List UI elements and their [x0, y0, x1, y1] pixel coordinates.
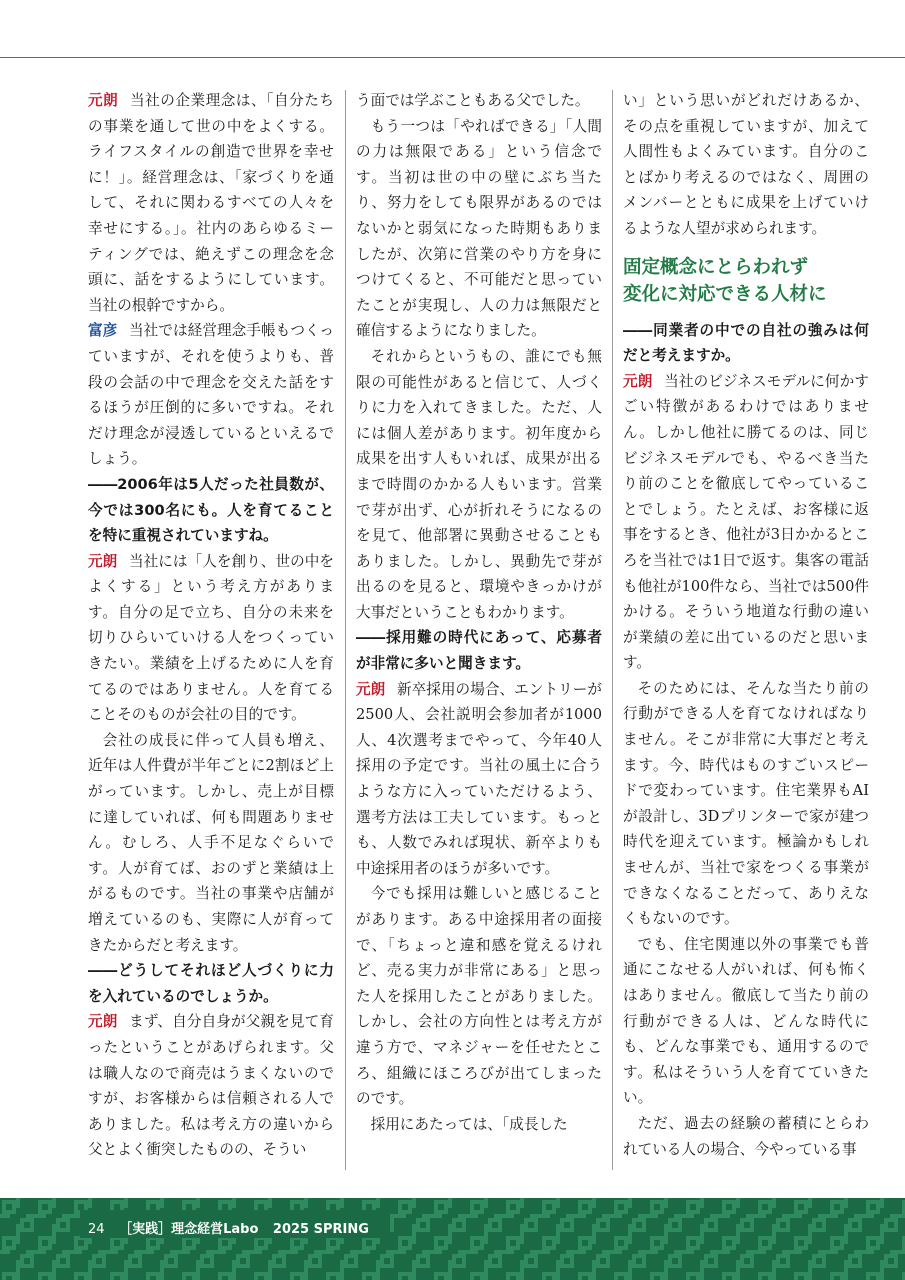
paragraph-text: 当社のビジネスモデルに何かすごい特徴があるわけではありません。しかし他社に勝てるのは、同じビジネスモデルでも、やるべき当たり前のことを徹底してやっていることでしょう。たとえば、お客様に返事をするとき、他社が3日かかるところを当社では1日で返す。集客の電話も他社が100件なら、当社では500件かける。そういう地道な行動の違いが業績の差に出ているのだと思います。 [623, 372, 869, 672]
speaker-label: 元朗 [356, 680, 386, 698]
column-divider [345, 90, 346, 1170]
paragraph: 今でも採用は難しいと感じることがあります。ある中途採用者の面接で、「ちょっと違和感を覚えるけれど、売る実力が非常にある」と思った人を採用したことがありました。しかし、会社の方向性とは考え方が違う方で、マネジャーを任せたところ、組織にほころびが出てしまったのです。 [356, 885, 602, 1108]
paragraph [88, 549, 334, 728]
paragraph [356, 677, 602, 882]
interview-question: ――同業者の中での自社の強みは何だと考えますか。 [623, 321, 869, 365]
paragraph: もう一つは「やればできる」「人間の力は無限である」という信念です。当初は世の中の壁にぶち当たり、努力をしても限界があるのではないかと弱気になった時期もありましたが、次第に営業のやり方を身につけてくると、不可能だと思っていたことが実現し、人の力は無限だと確信するようになりました。 [356, 117, 602, 340]
paragraph: でも、住宅関連以外の事業でも普通にこなせる人がいれば、何も怖くはありません。徹底して当たり前の行動ができる人は、どんな時代にも、どんな事業でも、通用するのです。私はそういう人を育てていきたい。 [623, 935, 869, 1107]
speaker-label: 元朗 [88, 1013, 118, 1031]
speaker-label: 元朗 [623, 372, 653, 390]
column-3 [623, 88, 869, 1162]
issue-label: 2025 SPRING [272, 1222, 369, 1237]
interview-question: ――採用難の時代にあって、応募者が非常に多いと聞きます。 [356, 629, 602, 673]
section-heading [623, 254, 869, 308]
section-heading-line-2: 変化に対応できる人材に [623, 283, 827, 305]
speaker-label: 元朗 [88, 92, 119, 109]
paragraph: それからというもの、誰にでも無限の可能性があると信じて、人づくりに力を入れてきました。ただ、人には個人差があります。初年度から成果を出す人もいれば、成果が出るまで時間のかかる人もいます。営業で芽が出ず、心が折れそうになるのを見て、他部署に異動させることもありました。しかし、異動先で芽が出るのを見ると、環境やきっかけが大事だということもわかります。 [356, 347, 602, 621]
footer-text [88, 1218, 379, 1237]
paragraph: ただ、過去の経験の蓄積にとらわれている人の場合、今やっている事 [623, 1114, 869, 1158]
paragraph-text: 当社の企業理念は、「自分たちの事業を通して世の中をよくする。ライフスタイルの創造で世界を幸せに！」。経営理念は、「家づくりを通して、それに関わるすべての人々を幸せにする。」。社内のあらゆるミーティングでは、絶えずこの理念を念頭に、話をするようにしています。当社の根幹ですから。 [88, 92, 334, 314]
speaker-label: 元朗 [88, 552, 118, 570]
paragraph-text: 新卒採用の場合、エントリーが2500人、会社説明会参加者が1000人、4次選考までやって、今年40人採用の予定です。当社の風土に合うような方に入っていただけるよう、選考方法は工夫しています。もっとも、人数でみれば現状、新卒よりも中途採用者のほうが多いです。 [356, 680, 602, 877]
paragraph: う面では学ぶこともある父でした。 [356, 92, 590, 109]
paragraph: 会社の成長に伴って人員も増え、近年は人件費が半年ごとに2割ほど上がっています。しかし、売上が目標に達していれば、何も問題ありません。むしろ、人手不足なぐらいです。人が育てば、おのずと業績は上がるものです。当社の事業や店舗が増えているのも、実際に人が育ってきたからだと考えます。 [88, 731, 334, 954]
paragraph-text: まず、自分自身が父親を見て育ったということがあげられます。父は職人なので商売はうまくないのですが、お客様からは信頼される人でありました。私は考え方の違いから父とよく衝突したものの、そうい [88, 1013, 334, 1159]
paragraph [88, 88, 334, 318]
paragraph-text: 当社には「人を創り、世の中をよくする」という考え方があります。自分の足で立ち、自分の未来を切りひらいていける人をつくっていきたい。業績を上げるために人を育てるのではありません。人を育てることそのものが会社の目的です。 [88, 552, 334, 724]
paragraph [623, 369, 869, 676]
magazine-name: ［実践］理念経営Labo [119, 1222, 259, 1237]
paragraph: い」という思いがどれだけあるか、その点を重視していますが、加えて人間性もよくみています。自分のことばかり考えるのではなく、周囲のメンバーとともに成果を上げていけるような人望が求められます。 [623, 92, 869, 237]
column-2 [356, 88, 602, 1137]
top-rule [0, 57, 905, 58]
paragraph-text: 当社では経営理念手帳もつくっていますが、それを使うよりも、普段の会話の中で理念を交えた話をするほうが圧倒的に多いですね。それだけ理念が浸透しているといえるでしょう。 [88, 322, 334, 468]
paragraph [88, 318, 334, 472]
paragraph: そのためには、そんな当たり前の行動ができる人を育てなければなりません。そこが非常に大事だと考えます。今、時代はものすごいスピードで変わっています。住宅業界もAIが設計し、3Dプリンターで家が建つ時代を迎えています。極論かもしれませんが、当社で家をつくる事業ができなくなることだって、ありえなくもないのです。 [623, 679, 869, 928]
column-divider [612, 90, 613, 1170]
interview-question: ――どうしてそれほど人づくりに力を入れているのでしょうか。 [88, 962, 334, 1005]
paragraph: 採用にあたっては、「成長した [370, 1115, 568, 1133]
footer-band [0, 1198, 905, 1280]
section-heading-line-1: 固定概念にとらわれず [623, 256, 809, 278]
page-number: 24 [88, 1222, 105, 1237]
interview-question: ――2006年は5人だった社員数が、今では300名にも。人を育てることを特に重視されていますね。 [88, 475, 334, 545]
speaker-label: 富彦 [88, 322, 118, 340]
column-1 [88, 88, 334, 1163]
paragraph [88, 1009, 334, 1163]
footer-pattern [0, 1198, 905, 1280]
